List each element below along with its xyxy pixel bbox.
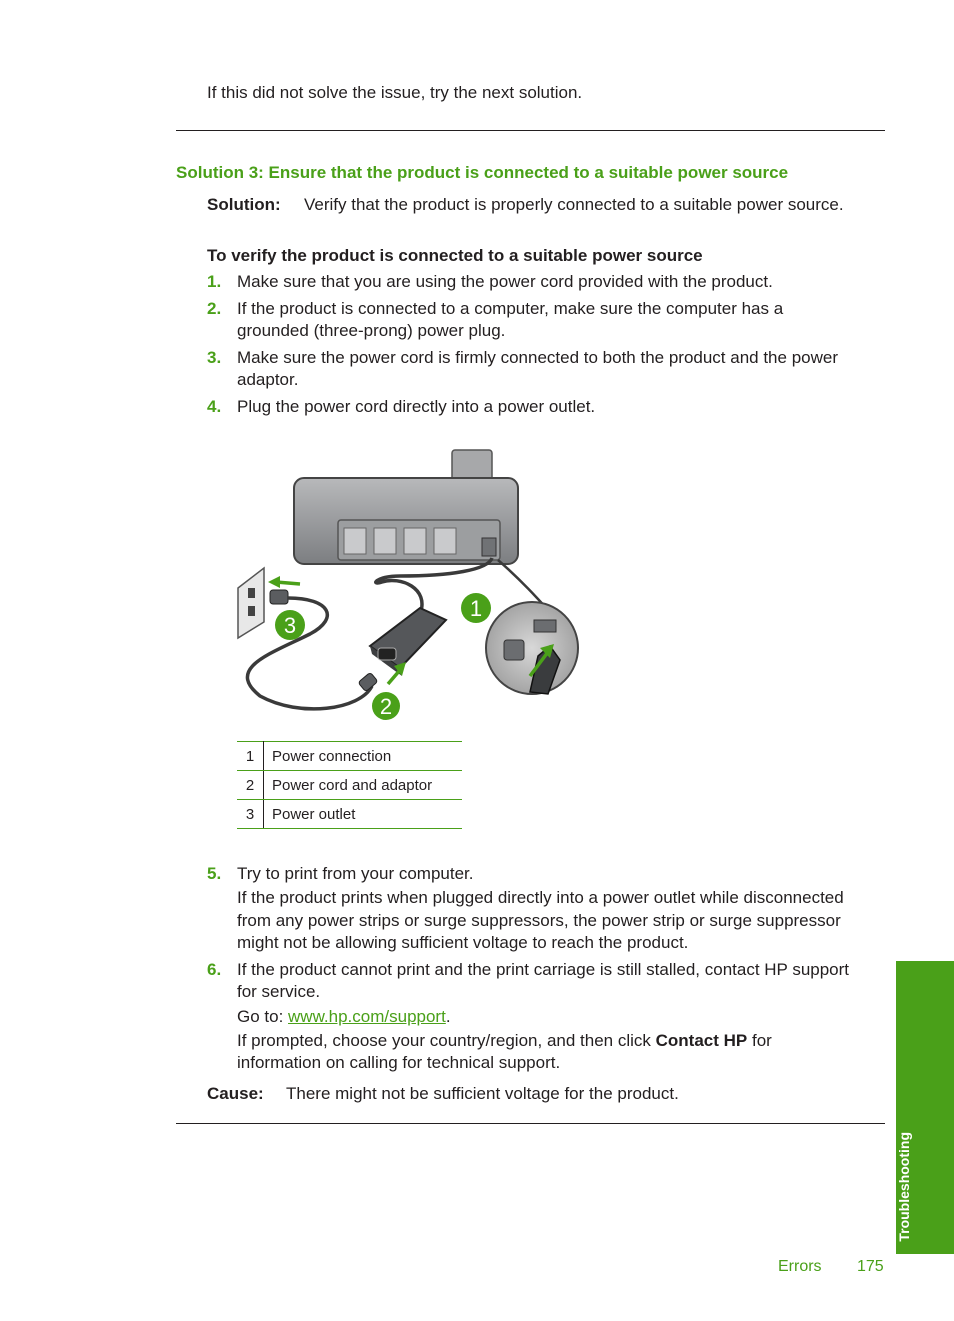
legend-label: Power outlet	[264, 800, 463, 829]
cause-text: There might not be sufficient voltage for the product.	[286, 1084, 679, 1103]
footer-section: Errors	[778, 1258, 822, 1275]
solution-label: Solution:	[207, 195, 281, 214]
bottom-divider	[176, 1123, 885, 1124]
prompt-suffix: for	[747, 1031, 772, 1050]
solution-heading: Solution 3: Ensure that the product is connected to a suitable power source	[176, 163, 789, 182]
goto-line	[237, 1006, 887, 1028]
cause-label: Cause:	[207, 1084, 264, 1103]
legend-label: Power cord and adaptor	[264, 771, 463, 800]
section-side-tab	[896, 961, 954, 1254]
prompt-line	[237, 1030, 887, 1052]
step-text: If the product is connected to a computer, make sure the computer has a	[237, 299, 784, 318]
step-number: 3.	[207, 348, 222, 367]
goto-suffix: .	[445, 1007, 451, 1026]
table-row	[237, 742, 462, 771]
step-number: 4.	[207, 397, 222, 416]
figure-legend	[237, 741, 462, 829]
callout-label: 1	[469, 596, 483, 621]
step-text: Try to print from your computer.	[237, 864, 474, 883]
step-number: 5.	[207, 864, 222, 883]
support-link[interactable]: www.hp.com/support	[288, 1007, 446, 1026]
side-tab-label: Troubleshooting	[896, 1132, 912, 1242]
step-number: 6.	[207, 960, 222, 979]
legend-number: 1	[237, 742, 264, 771]
wall-outlet	[238, 568, 264, 638]
step-detail: from any power strips or surge suppressors, the power strip or surge suppressor	[237, 911, 841, 930]
step-text: for service.	[237, 982, 321, 1001]
step-text: grounded (three-prong) power plug.	[237, 321, 506, 340]
legend-number: 3	[237, 800, 264, 829]
power-connection-illustration	[230, 448, 590, 720]
step-text: Make sure that you are using the power cord provided with the product.	[237, 272, 773, 291]
callout-label: 3	[283, 613, 297, 638]
procedure-title: To verify the product is connected to a suitable power source	[207, 246, 703, 265]
step-text: Make sure the power cord is firmly connected to both the product and the power	[237, 348, 838, 367]
page-number: 175	[857, 1258, 884, 1275]
step-detail: might not be allowing sufficient voltage to reach the product.	[237, 933, 689, 952]
intro-text: If this did not solve the issue, try the next solution.	[207, 83, 583, 102]
prompt-line-2: information on calling for technical support.	[237, 1053, 561, 1072]
step-detail: If the product prints when plugged directly into a power outlet while disconnected	[237, 888, 844, 907]
power-cord	[247, 598, 372, 709]
callout-label: 2	[379, 694, 393, 719]
step-number: 1.	[207, 272, 222, 291]
step-text: adaptor.	[237, 370, 299, 389]
step-text: Plug the power cord directly into a power outlet.	[237, 397, 596, 416]
top-divider	[176, 130, 885, 131]
solution-line	[207, 194, 281, 216]
solution-text: Verify that the product is properly connected to a suitable power source.	[304, 195, 844, 214]
table-row	[237, 771, 462, 800]
table-row	[237, 800, 462, 829]
goto-prefix: Go to:	[237, 1007, 289, 1026]
step-text: If the product cannot print and the print carriage is still stalled, contact HP support	[237, 960, 850, 979]
prompt-prefix: If prompted, choose your country/region, and then click	[237, 1031, 656, 1050]
legend-label: Power connection	[264, 742, 463, 771]
legend-number: 2	[237, 771, 264, 800]
power-port	[482, 538, 496, 556]
step-number: 2.	[207, 299, 222, 318]
contact-hp: Contact HP	[655, 1031, 748, 1050]
wall-plug	[270, 590, 288, 604]
